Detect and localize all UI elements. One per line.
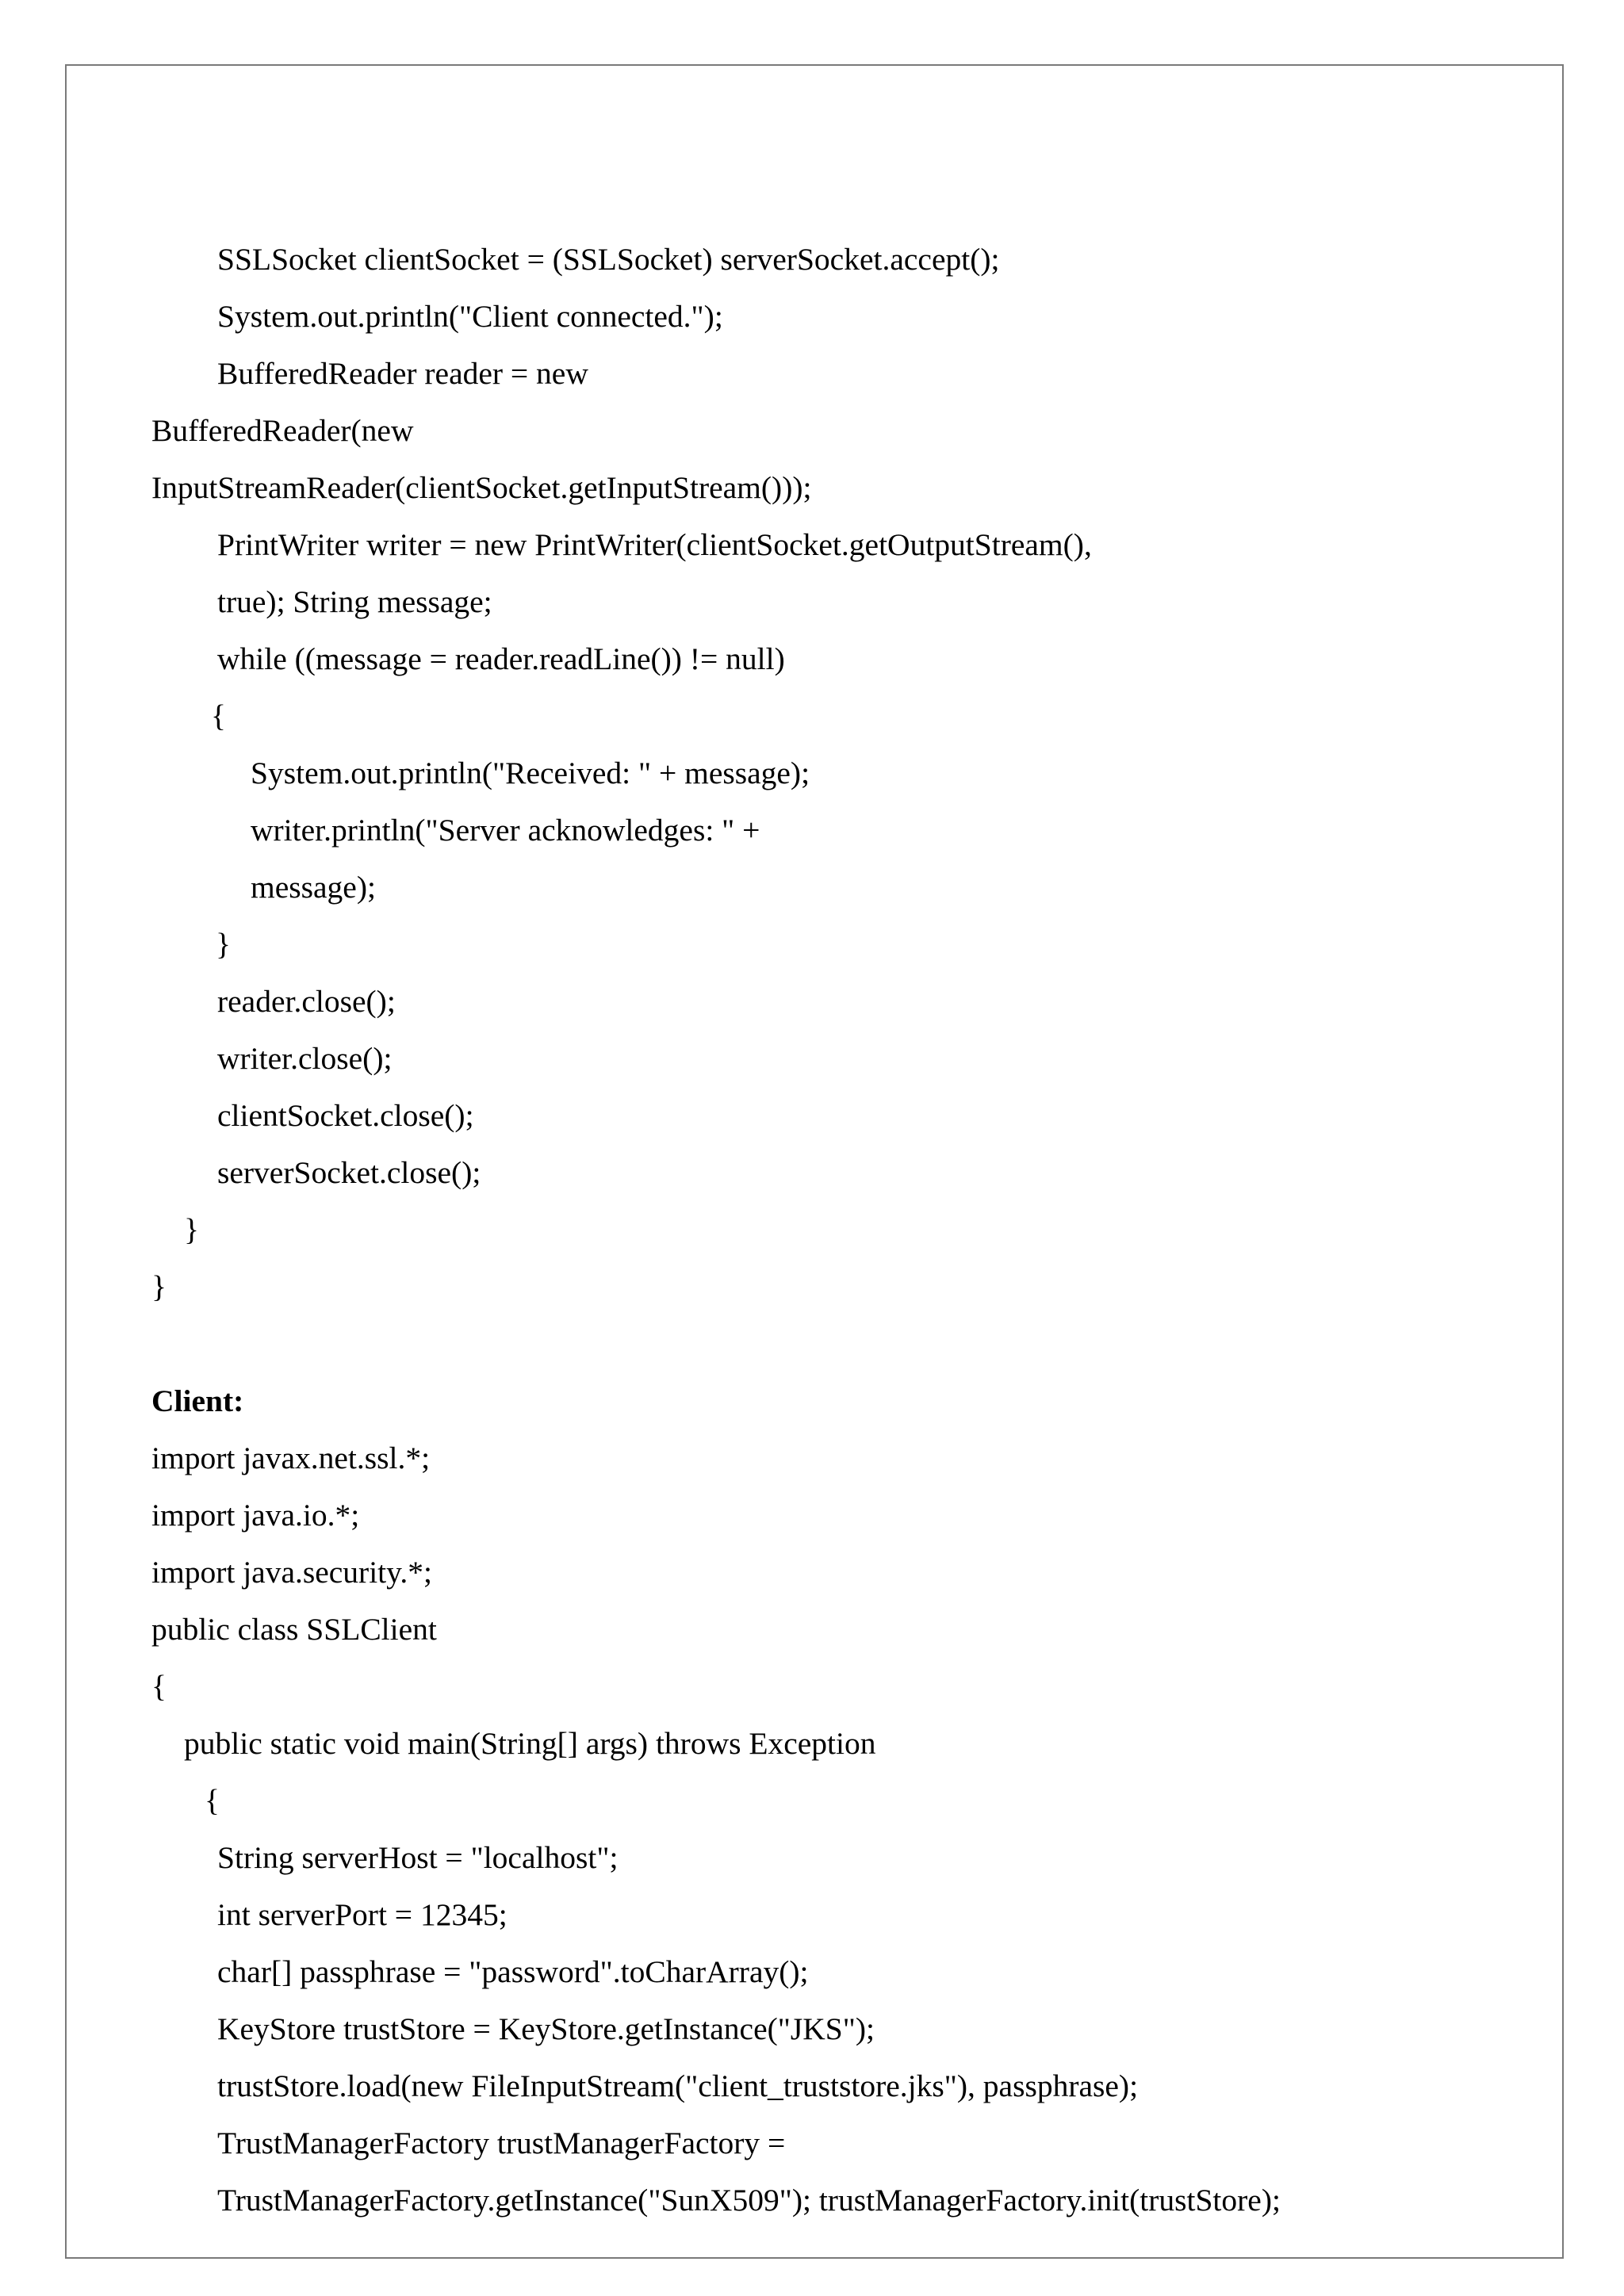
code-line: { [151,1669,167,1704]
code-line: } [151,1269,167,1304]
code-line: while ((message = reader.readLine()) != null) [217,641,785,676]
code-line: import java.io.*; [151,1498,360,1533]
code-line: reader.close(); [217,984,396,1019]
code-line: SSLSocket clientSocket = (SSLSocket) serverSocket.accept(); [217,242,1000,277]
code-line: char[] passphrase = "password".toCharArray(); [217,1954,809,1989]
code-line: import javax.net.ssl.*; [151,1441,431,1475]
code-line: System.out.println("Client connected."); [217,299,723,334]
code-line: true); String message; [217,584,492,619]
code-line: import java.security.*; [151,1555,432,1590]
code-line: System.out.println("Received: " + message); [251,756,810,790]
section-heading-client: Client: [151,1383,244,1418]
code-line: BufferedReader reader = new [217,356,588,391]
code-line: clientSocket.close(); [217,1098,474,1133]
code-line: message); [251,870,376,905]
code-line: String serverHost = "localhost"; [217,1840,619,1875]
code-line: public class SSLClient [151,1612,437,1647]
code-line: serverSocket.close(); [217,1155,481,1190]
code-line: PrintWriter writer = new PrintWriter(clientSocket.getOutputStream(), [217,527,1092,562]
code-line: BufferedReader(new [151,413,414,448]
code-line: } [216,927,231,962]
code-line: public static void main(String[] args) throws Exception [184,1726,876,1761]
code-line: int serverPort = 12345; [217,1897,508,1932]
code-line: TrustManagerFactory trustManagerFactory = [217,2126,786,2160]
code-line: writer.println("Server acknowledges: " + [251,813,760,848]
code-line: TrustManagerFactory.getInstance("SunX509"); trustManagerFactory.init(trustStore); [217,2183,1281,2218]
code-line: writer.close(); [217,1041,393,1076]
code-line: { [211,698,226,733]
code-line: KeyStore trustStore = KeyStore.getInstance("JKS"); [217,2011,875,2046]
code-line: InputStreamReader(clientSocket.getInputStream())); [151,470,812,505]
code-line: { [205,1783,220,1818]
code-line: trustStore.load(new FileInputStream("client_truststore.jks"), passphrase); [217,2068,1139,2103]
code-line: } [184,1212,199,1247]
